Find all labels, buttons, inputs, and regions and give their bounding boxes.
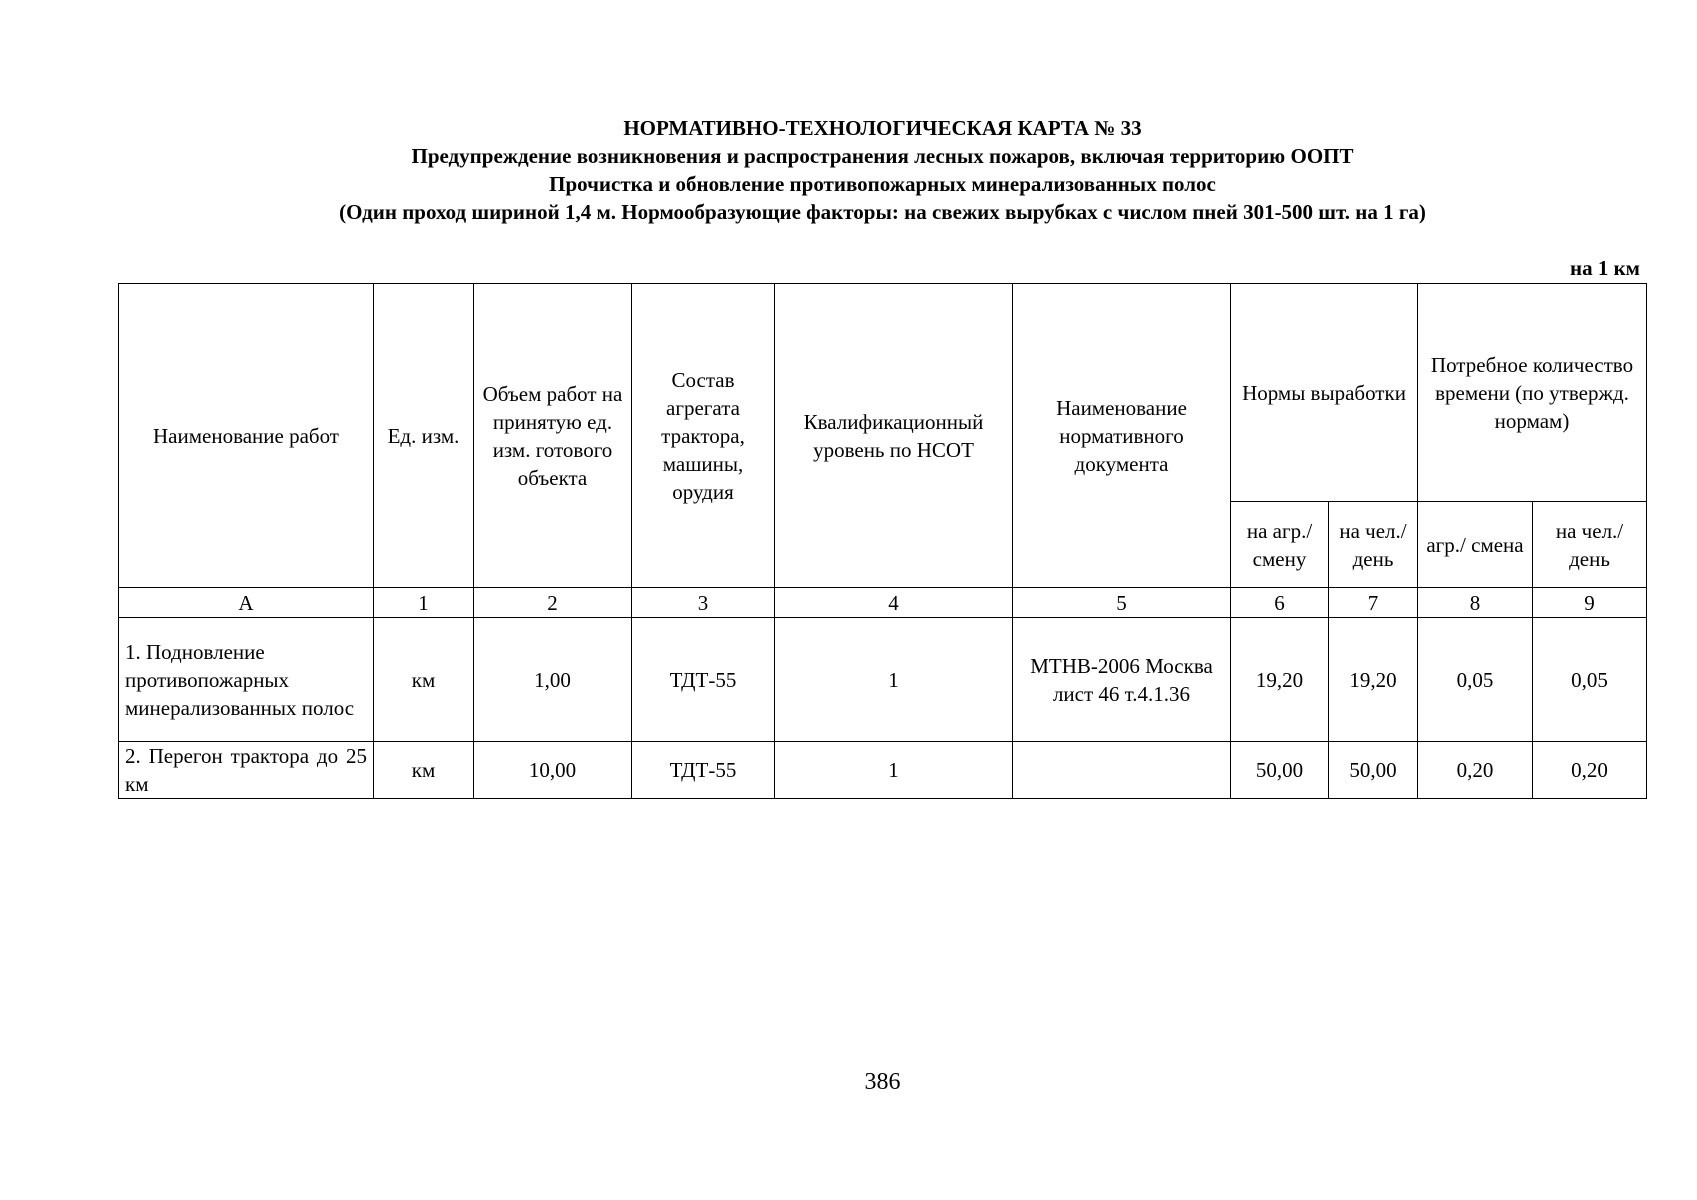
cell-qualification: 1: [775, 742, 1013, 799]
document-header: [0, 114, 1697, 226]
cell-unit: км: [374, 618, 474, 742]
cell-work-name: 2. Перегон трактора до 25 км: [119, 742, 374, 799]
header-unit: Ед. изм.: [374, 284, 474, 588]
cell-document: [1013, 742, 1231, 799]
header-work-name: Наименование работ: [119, 284, 374, 588]
header-time-agr: агр./ смена: [1418, 502, 1533, 588]
column-number: 3: [632, 588, 775, 618]
cell-norm-agr: 50,00: [1231, 742, 1329, 799]
header-document: Наименование нормативного документа: [1013, 284, 1231, 588]
column-number: 2: [474, 588, 632, 618]
document-subtitle: Предупреждение возникновения и распространения лесных пожаров, включая территорию ООПТ: [411, 144, 1354, 168]
header-norms: Нормы выработки: [1231, 284, 1418, 502]
cell-composition: ТДТ-55: [632, 742, 775, 799]
cell-time-agr: 0,20: [1418, 742, 1533, 799]
header-norm-agr: на агр./ смену: [1231, 502, 1329, 588]
header-composition: Состав агрегата трактора, машины, орудия: [632, 284, 775, 588]
column-number: А: [119, 588, 374, 618]
column-number-row: [119, 588, 1647, 618]
header-row: [119, 284, 1647, 502]
document-subtitle: (Один проход шириной 1,4 м. Нормообразующие факторы: на свежих вырубках с числом пней 301-500 шт. на 1 га): [339, 200, 1426, 224]
cell-norm-person: 50,00: [1329, 742, 1418, 799]
header-qualification: Квалификационный уровень по НСОТ: [775, 284, 1013, 588]
cell-time-person: 0,20: [1533, 742, 1647, 799]
cell-time-person: 0,05: [1533, 618, 1647, 742]
cell-work-name: 1. Подновление противопожарных минерализованных полос: [119, 618, 374, 742]
cell-composition: ТДТ-55: [632, 618, 775, 742]
column-number: 5: [1013, 588, 1231, 618]
cell-time-agr: 0,05: [1418, 618, 1533, 742]
cell-norm-agr: 19,20: [1231, 618, 1329, 742]
column-number: 8: [1418, 588, 1533, 618]
header-time: Потребное количество времени (по утвержд. нормам): [1418, 284, 1647, 502]
unit-note: на 1 км: [1569, 256, 1640, 280]
document-subtitle: Прочистка и обновление противопожарных минерализованных полос: [549, 172, 1216, 196]
column-number: 1: [374, 588, 474, 618]
header-norm-person: на чел./ день: [1329, 502, 1418, 588]
cell-document: МТНВ-2006 Москва лист 46 т.4.1.36: [1013, 618, 1231, 742]
page-number: 386: [864, 1069, 901, 1095]
norms-table: [118, 283, 1647, 799]
header-time-person: на чел./ день: [1533, 502, 1647, 588]
table-row: [119, 742, 1647, 799]
table-row: [119, 618, 1647, 742]
cell-volume: 10,00: [474, 742, 632, 799]
column-number: 6: [1231, 588, 1329, 618]
header-volume: Объем работ на принятую ед. изм. готового объекта: [474, 284, 632, 588]
cell-qualification: 1: [775, 618, 1013, 742]
document-title: НОРМАТИВНО-ТЕХНОЛОГИЧЕСКАЯ КАРТА № 33: [623, 116, 1142, 140]
cell-unit: км: [374, 742, 474, 799]
column-number: 7: [1329, 588, 1418, 618]
cell-norm-person: 19,20: [1329, 618, 1418, 742]
column-number: 9: [1533, 588, 1647, 618]
column-number: 4: [775, 588, 1013, 618]
cell-volume: 1,00: [474, 618, 632, 742]
